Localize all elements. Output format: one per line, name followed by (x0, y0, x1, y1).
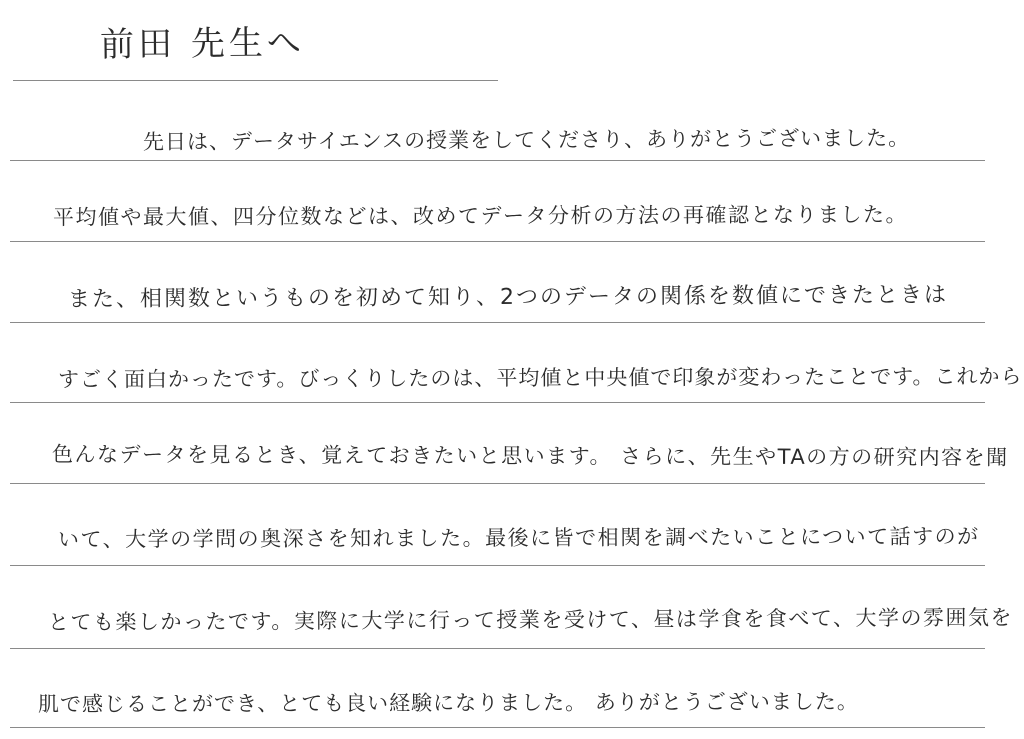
ruled-line (10, 402, 985, 403)
body-line-1: 先日は、データサイエンスの授業をしてくださり、ありがとうございました。 (142, 125, 911, 155)
body-line-7: とても楽しかったです。実際に大学に行って授業を受けて、昼は学食を食べて、大学の雰囲気を (47, 605, 1014, 635)
ruled-line (10, 648, 985, 649)
ruled-line (10, 160, 985, 161)
ruled-line (10, 241, 985, 242)
body-line-6: いて、大学の学問の奥深さを知れました。最後に皆で相関を調べたいことについて話すのが (57, 524, 980, 552)
ruled-line (10, 727, 985, 728)
ruled-line-recipient (13, 80, 498, 81)
body-line-2: 平均値や最大値、四分位数などは、改めてデータ分析の方法の再確認となりました。 (52, 202, 909, 230)
ruled-line (10, 483, 985, 484)
body-line-8: 肌で感じることができ、とても良い経験になりました。 ありがとうございました。 (37, 689, 859, 717)
ruled-line (10, 565, 985, 566)
ruled-line (10, 322, 985, 323)
recipient-line: 前田 先生へ (99, 22, 306, 66)
body-line-5: 色んなデータを見るとき、覚えておきたいと思います。 さらに、先生やTAの方の研究内容を聞 (51, 442, 1009, 470)
body-line-4: すごく面白かったです。びっくりしたのは、平均値と中央値で印象が変わったことです。これから (57, 364, 1023, 392)
body-line-3: また、相関数というものを初めて知り、2つのデータの関係を数値にできたときは (67, 282, 949, 313)
